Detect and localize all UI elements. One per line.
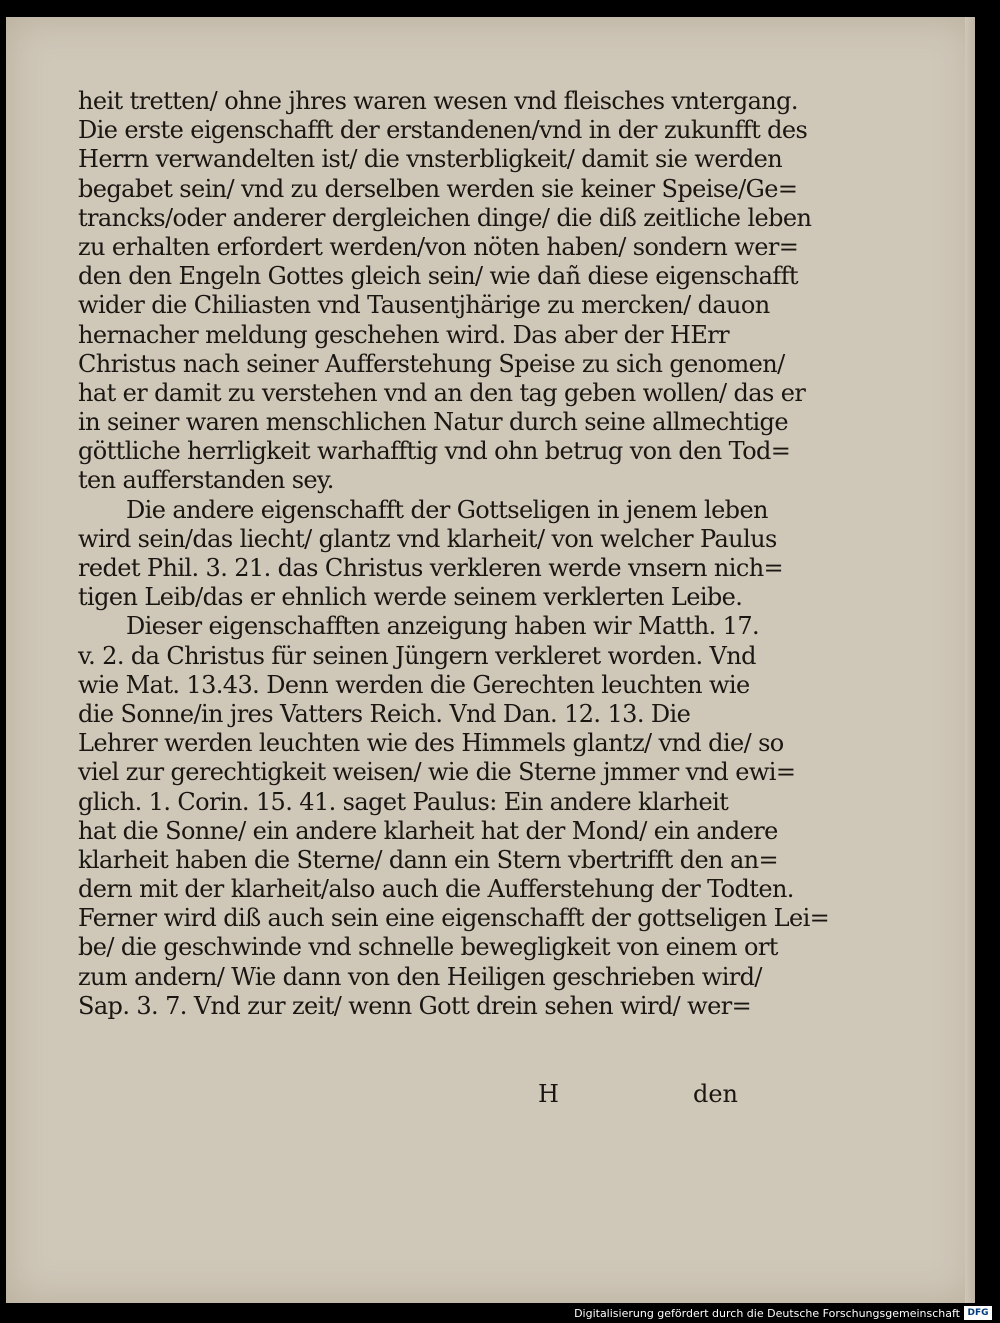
text-line: trancks/oder anderer dergleichen dinge/ die diß zeitliche leben — [78, 203, 812, 232]
text-line: v. 2. da Christus für seinen Jüngern verkleret worden. Vnd — [78, 641, 756, 670]
text-line: in seiner waren menschlichen Natur durch seine allmechtige — [78, 408, 788, 437]
text-line: Christus nach seiner Aufferstehung Speise zu sich genomen/ — [78, 349, 785, 378]
text-line: tigen Leib/das er ehnlich werde seinem verklerten Leibe. — [78, 583, 743, 612]
text-line: heit tretten/ ohne jhres waren wesen vnd fleisches vntergang. — [78, 87, 798, 115]
text-line: zu erhalten erfordert werden/von nöten haben/ sondern wer= — [78, 232, 799, 261]
text-line: Die erste eigenschafft der erstandenen/vnd in der zukunfft des — [78, 116, 808, 145]
text-line: hat die Sonne/ ein andere klarheit hat der Mond/ ein andere — [78, 816, 778, 845]
text-line: wie Mat. 13.43. Denn werden die Gerechten leuchten wie — [78, 670, 750, 699]
dfg-logo-icon: DFG — [964, 1306, 992, 1320]
text-line: klarheit haben die Sterne/ dann ein Stern vbertrifft den an= — [78, 845, 779, 874]
text-line: Sap. 3. 7. Vnd zur zeit/ wenn Gott drein sehen wird/ wer= — [78, 991, 752, 1020]
digitization-credit: Digitalisierung gefördert durch die Deutsche Forschungsgemeinschaft — [574, 1307, 960, 1320]
text-line: be/ die geschwinde vnd schnelle bewegligkeit von einem ort — [78, 933, 778, 962]
text-line: zum andern/ Wie dann von den Heiligen geschrieben wird/ — [78, 962, 762, 991]
text-line: dern mit der klarheit/also auch die Aufferstehung der Todten. — [78, 875, 794, 904]
text-line: hat er damit zu verstehen vnd an den tag geben wollen/ das er — [78, 378, 806, 407]
text-line: Herrn verwandelten ist/ die vnsterbligkeit/ damit sie werden — [78, 145, 783, 174]
text-line: redet Phil. 3. 21. das Christus verkleren werde vnsern nich= — [78, 554, 784, 582]
signature-mark: H — [538, 1080, 559, 1108]
catchword: den — [692, 1080, 738, 1108]
paragraph-start-line: Dieser eigenschafften anzeigung haben wir Matth. 17. — [126, 612, 760, 641]
text-line: wider die Chiliasten vnd Tausentjhärige zu mercken/ dauon — [78, 291, 770, 320]
text-line: den den Engeln Gottes gleich sein/ wie dañ diese eigenschafft — [78, 262, 798, 291]
text-line: wird sein/das liecht/ glantz vnd klarheit/ von welcher Paulus — [78, 524, 777, 553]
book-page — [6, 17, 975, 1303]
paragraph-start-line: Die andere eigenschafft der Gottseligen in jenem leben — [126, 495, 768, 524]
page-text — [78, 87, 830, 1021]
text-line: glich. 1. Corin. 15. 41. saget Paulus: Ein andere klarheit — [78, 787, 729, 816]
text-line: viel zur gerechtigkeit weisen/ wie die Sterne jmmer vnd ewi= — [78, 758, 796, 787]
credit-bar — [0, 1303, 1000, 1323]
page-footer — [78, 1080, 748, 1112]
text-line: begabet sein/ vnd zu derselben werden sie keiner Speise/Ge= — [78, 174, 798, 203]
text-line: die Sonne/in jres Vatters Reich. Vnd Dan. 12. 13. Die — [78, 699, 691, 728]
text-line: Lehrer werden leuchten wie des Himmels glantz/ vnd die/ so — [78, 729, 784, 758]
text-line: Ferner wird diß auch sein eine eigenschafft der gottseligen Lei= — [78, 904, 830, 933]
text-line: ten aufferstanden sey. — [78, 466, 334, 495]
text-line: hernacher meldung geschehen wird. Das aber der HErr — [78, 320, 729, 349]
text-line: göttliche herrligkeit warhafftig vnd ohn betrug von den Tod= — [78, 437, 791, 466]
